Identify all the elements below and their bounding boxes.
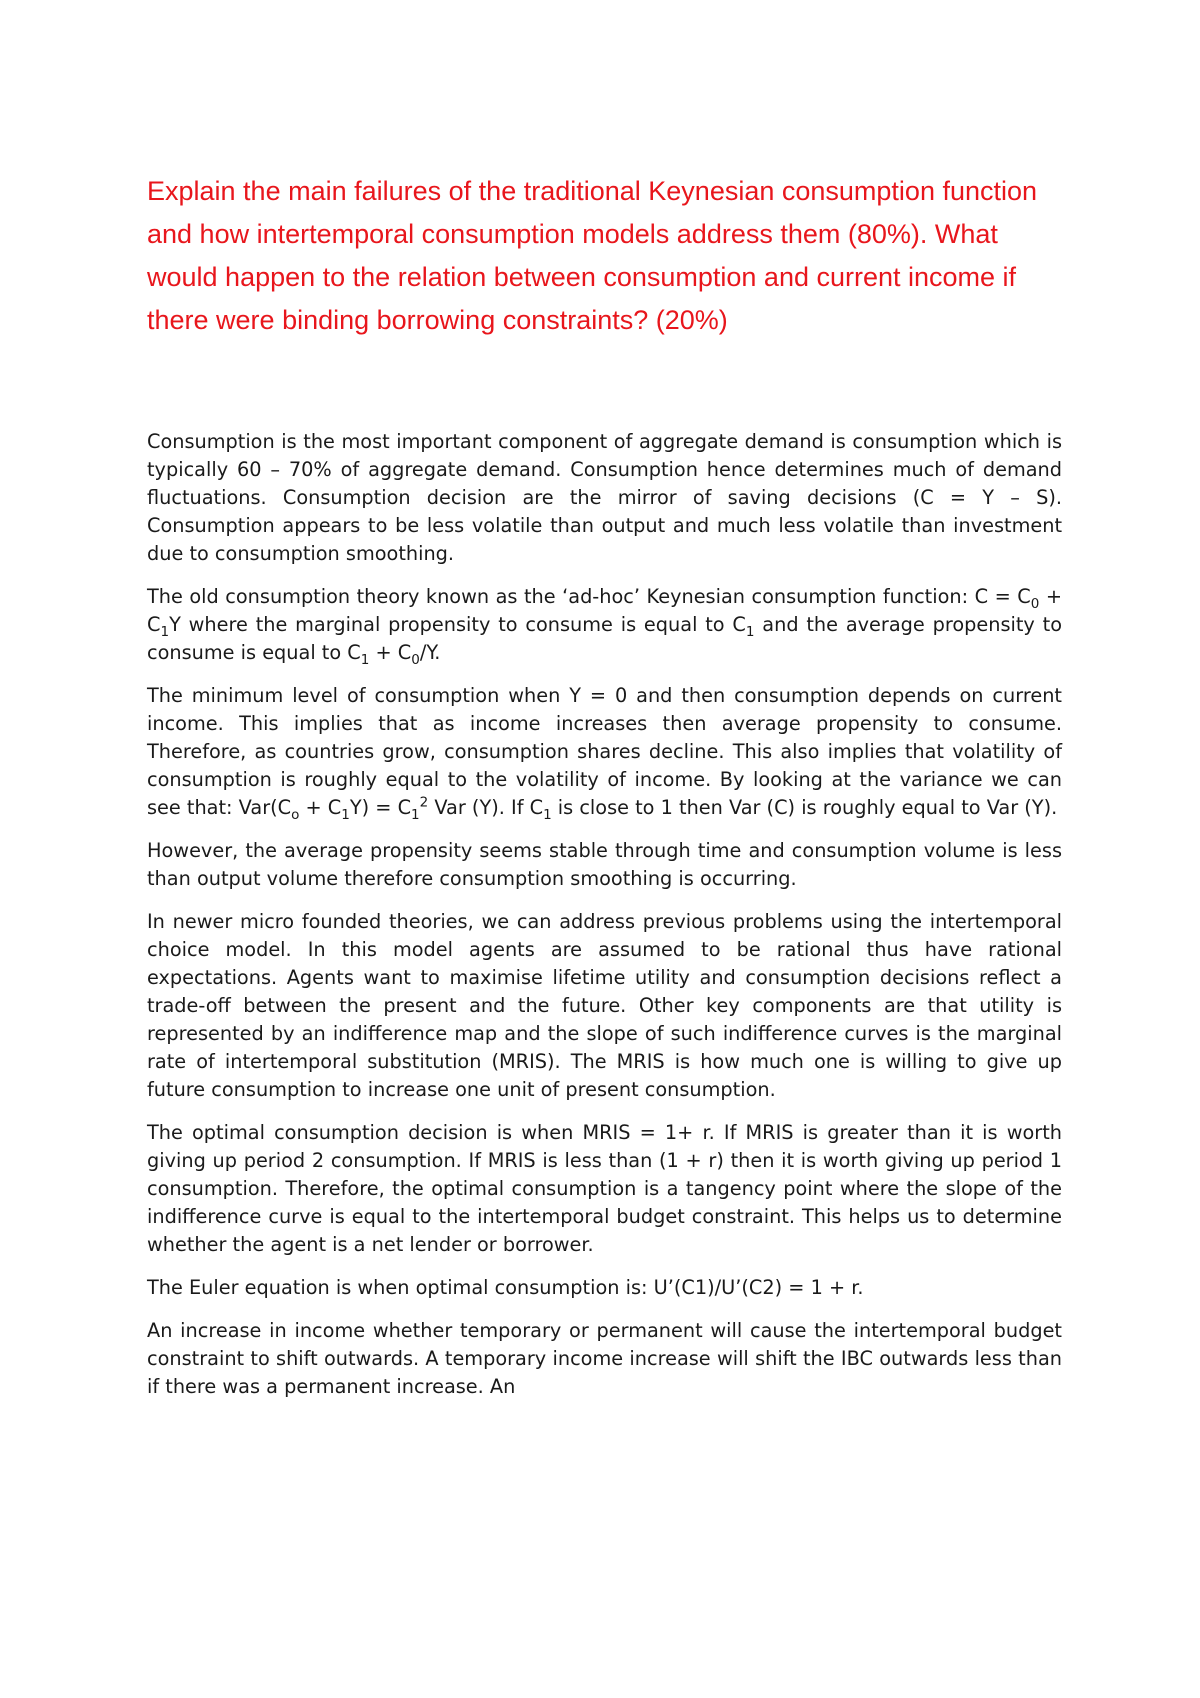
subscript: 1: [341, 806, 350, 823]
text-run: Y) = C: [349, 796, 412, 819]
text-run: + C: [369, 641, 412, 664]
document-body: [147, 428, 1062, 1416]
text-run: is close to 1 then Var (C) is roughly equal to Var (Y).: [551, 796, 1058, 819]
question-heading: Explain the main failures of the traditional Keynesian consumption function and how intertemporal consumption models address them (80%). What would happen to the relation between consumption and current income if there were binding borrowing constraints? (20%): [147, 176, 1038, 335]
subscript: 1: [543, 806, 552, 823]
text-run: /Y.: [419, 641, 441, 664]
paragraph-minimum-consumption: [147, 682, 1062, 822]
text-run: The old consumption theory known as the ‘ad-hoc’ Keynesian consumption function: C = C: [147, 585, 1031, 608]
subscript: o: [291, 806, 300, 823]
subscript: 0: [411, 651, 420, 668]
text-run: Y where the marginal propensity to consume is equal to C: [169, 613, 746, 636]
subscript: 1: [745, 623, 755, 640]
text-run: + C: [299, 796, 342, 819]
text-run: + C: [147, 585, 1062, 636]
paragraph-average-propensity: However, the average propensity seems stable through time and consumption volume is less than output volume therefore consumption smoothing is occurring.: [147, 839, 1062, 890]
subscript: 1: [360, 651, 370, 668]
text-run: Var (Y). If C: [428, 796, 544, 819]
paragraph-euler-equation: The Euler equation is when optimal consumption is: U’(C1)/U’(C2) = 1 + r.: [147, 1276, 864, 1299]
subscript: 0: [1030, 595, 1040, 612]
text-run: and the average propensity to consume is equal to C: [147, 613, 1062, 664]
superscript: 2: [419, 794, 429, 811]
paragraph-optimal-consumption: The optimal consumption decision is when MRIS = 1+ r. If MRIS is greater than it is worth giving up period 2 consumption. If MRIS is less than (1 + r) then it is worth giving up period 1 consumption. Therefore, the optimal consumption is a tangency point where the slope of the indifference curve is equal to the intertemporal budget constraint. This helps us to determine whether the agent is a net lender or borrower.: [147, 1121, 1062, 1256]
subscript: 1: [160, 623, 170, 640]
subscript: 1: [411, 806, 420, 823]
paragraph-intertemporal-model: In newer micro founded theories, we can address previous problems using the intertemporal choice model. In this model agents are assumed to be rational thus have rational expectations. Agents want to maximise lifetime utility and consumption decisions reflect a trade-off between the present and the future. Other key components are that utility is represented by an indifference map and the slope of such indifference curves is the marginal rate of intertemporal substitution (MRIS). The MRIS is how much one is willing to give up future consumption to increase one unit of present consumption.: [147, 910, 1062, 1101]
paragraph-consumption-intro: Consumption is the most important component of aggregate demand is consumption which is typically 60 – 70% of aggregate demand. Consumption hence determines much of demand fluctuations. Consumption decision are the mirror of saving decisions (C = Y – S). Consumption appears to be less volatile than output and much less volatile than investment due to consumption smoothing.: [147, 430, 1062, 565]
paragraph-keynesian-function: [147, 583, 1062, 667]
text-run: The minimum level of consumption when Y = 0 and then consumption depends on current income. This implies that as income increases then average propensity to consume. Therefore, as countries grow, consumption shares decline. This also implies that volatility of consumption is roughly equal to the volatility of income. By looking at the variance we can see that: Var(C: [147, 684, 1062, 819]
paragraph-income-increase: An increase in income whether temporary or permanent will cause the intertemporal budget constraint to shift outwards. A temporary income increase will shift the IBC outwards less than if there was a permanent increase. An: [147, 1319, 1062, 1398]
